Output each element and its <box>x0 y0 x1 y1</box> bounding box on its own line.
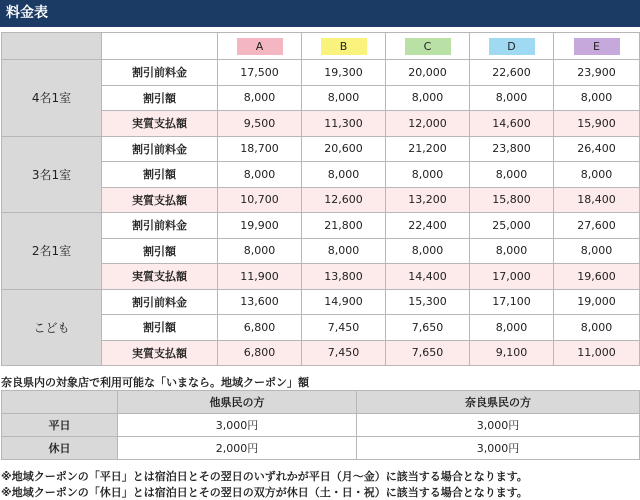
coupon-row-label: 平日 <box>2 414 118 437</box>
price-cell: 11,900 <box>218 264 302 290</box>
row-label: 割引前料金 <box>102 136 218 162</box>
price-cell: 8,000 <box>470 162 554 188</box>
header-blank-cell <box>102 33 218 60</box>
price-cell: 17,500 <box>218 60 302 86</box>
price-cell: 25,000 <box>470 213 554 239</box>
price-cell: 20,600 <box>302 136 386 162</box>
price-cell: 12,000 <box>386 111 470 137</box>
price-cell: 10,700 <box>218 187 302 213</box>
price-cell: 12,600 <box>302 187 386 213</box>
column-header-a <box>218 33 302 60</box>
price-cell: 26,400 <box>554 136 640 162</box>
coupon-value: 3,000円 <box>118 414 357 437</box>
price-cell: 7,450 <box>302 315 386 341</box>
row-label: 割引額 <box>102 238 218 264</box>
price-cell: 14,600 <box>470 111 554 137</box>
price-cell: 11,000 <box>554 340 640 366</box>
group-label: 4名1室 <box>2 60 102 137</box>
row-label: 割引前料金 <box>102 213 218 239</box>
price-cell: 8,000 <box>302 162 386 188</box>
table-row <box>2 289 640 315</box>
row-label: 割引額 <box>102 85 218 111</box>
table-row <box>2 60 640 86</box>
price-cell: 8,000 <box>302 238 386 264</box>
price-cell: 21,800 <box>302 213 386 239</box>
price-cell: 6,800 <box>218 315 302 341</box>
price-cell: 17,100 <box>470 289 554 315</box>
coupon-table <box>1 390 640 460</box>
column-tag: C <box>405 38 451 55</box>
price-cell: 19,000 <box>554 289 640 315</box>
column-tag: B <box>321 38 367 55</box>
row-label: 実質支払額 <box>102 264 218 290</box>
group-label: こども <box>2 289 102 366</box>
price-cell: 7,650 <box>386 340 470 366</box>
holiday-note: ※地域クーポンの「休日」とは宿泊日とその翌日の双方が休日（土・日・祝）に該当する場合となります。 <box>1 486 528 499</box>
price-cell: 27,600 <box>554 213 640 239</box>
row-label: 実質支払額 <box>102 340 218 366</box>
column-tag: E <box>574 38 620 55</box>
price-cell: 8,000 <box>386 162 470 188</box>
row-label: 割引額 <box>102 162 218 188</box>
price-cell: 8,000 <box>470 85 554 111</box>
price-cell: 14,900 <box>302 289 386 315</box>
price-cell: 8,000 <box>218 238 302 264</box>
column-header-c <box>386 33 470 60</box>
price-cell: 15,900 <box>554 111 640 137</box>
coupon-value: 2,000円 <box>118 437 357 460</box>
column-header-b <box>302 33 386 60</box>
price-cell: 19,300 <box>302 60 386 86</box>
row-label: 割引前料金 <box>102 60 218 86</box>
coupon-corner-cell <box>2 391 118 414</box>
row-label: 実質支払額 <box>102 187 218 213</box>
price-cell: 8,000 <box>386 238 470 264</box>
column-tag: A <box>237 38 283 55</box>
price-cell: 14,400 <box>386 264 470 290</box>
price-cell: 20,000 <box>386 60 470 86</box>
price-cell: 22,600 <box>470 60 554 86</box>
corner-cell <box>2 33 102 60</box>
coupon-header-nara: 奈良県民の方 <box>357 391 640 414</box>
group-label: 2名1室 <box>2 213 102 290</box>
price-cell: 13,800 <box>302 264 386 290</box>
price-cell: 15,800 <box>470 187 554 213</box>
coupon-value: 3,000円 <box>357 414 640 437</box>
price-cell: 7,650 <box>386 315 470 341</box>
price-cell: 8,000 <box>470 238 554 264</box>
price-cell: 17,000 <box>470 264 554 290</box>
price-cell: 23,900 <box>554 60 640 86</box>
price-cell: 8,000 <box>554 238 640 264</box>
price-cell: 8,000 <box>386 85 470 111</box>
table-row <box>2 136 640 162</box>
column-header-d <box>470 33 554 60</box>
coupon-row-label: 休日 <box>2 437 118 460</box>
price-cell: 8,000 <box>554 315 640 341</box>
weekday-note: ※地域クーポンの「平日」とは宿泊日とその翌日のいずれかが平日（月～金）に該当する場合となります。 <box>1 470 528 483</box>
price-cell: 18,700 <box>218 136 302 162</box>
price-cell: 23,800 <box>470 136 554 162</box>
price-cell: 8,000 <box>218 162 302 188</box>
price-cell: 19,600 <box>554 264 640 290</box>
price-cell: 8,000 <box>470 315 554 341</box>
price-cell: 13,200 <box>386 187 470 213</box>
row-label: 割引額 <box>102 315 218 341</box>
column-header-e <box>554 33 640 60</box>
price-cell: 9,100 <box>470 340 554 366</box>
price-cell: 22,400 <box>386 213 470 239</box>
price-cell: 8,000 <box>554 162 640 188</box>
price-table <box>1 32 640 366</box>
price-cell: 21,200 <box>386 136 470 162</box>
price-cell: 9,500 <box>218 111 302 137</box>
table-row <box>2 213 640 239</box>
price-cell: 7,450 <box>302 340 386 366</box>
row-label: 割引前料金 <box>102 289 218 315</box>
price-cell: 15,300 <box>386 289 470 315</box>
price-cell: 19,900 <box>218 213 302 239</box>
price-cell: 6,800 <box>218 340 302 366</box>
price-cell: 8,000 <box>554 85 640 111</box>
price-cell: 11,300 <box>302 111 386 137</box>
price-cell: 13,600 <box>218 289 302 315</box>
column-tag: D <box>489 38 535 55</box>
price-cell: 18,400 <box>554 187 640 213</box>
price-cell: 8,000 <box>302 85 386 111</box>
group-label: 3名1室 <box>2 136 102 213</box>
coupon-caption: 奈良県内の対象店で利用可能な「いまなら。地域クーポン」額 <box>1 376 309 389</box>
row-label: 実質支払額 <box>102 111 218 137</box>
coupon-header-other: 他県民の方 <box>118 391 357 414</box>
page-title: 料金表 <box>0 0 640 27</box>
price-cell: 8,000 <box>218 85 302 111</box>
coupon-value: 3,000円 <box>357 437 640 460</box>
